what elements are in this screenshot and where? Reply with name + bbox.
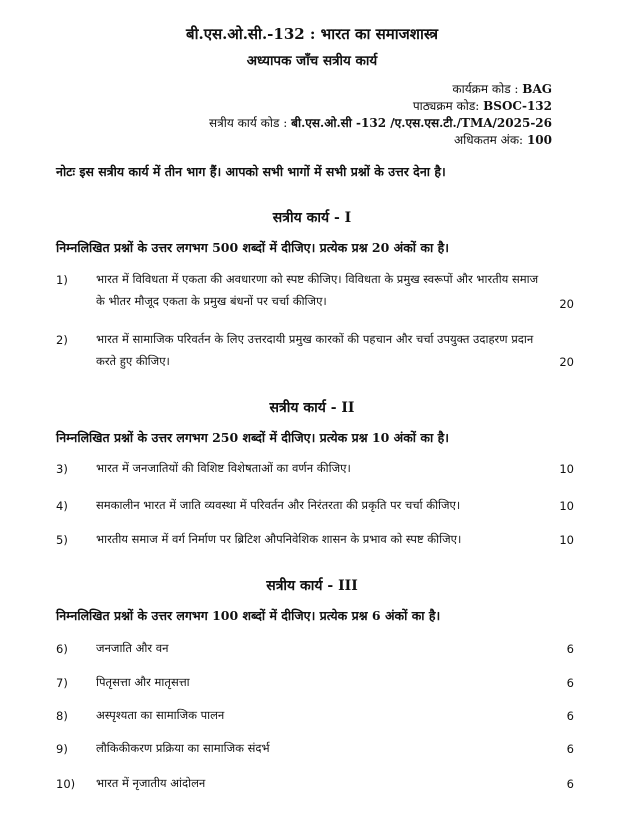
course-code <box>413 98 552 115</box>
section-title-1: सत्रीय कार्य - I <box>272 210 352 226</box>
question-number: 8) <box>56 709 68 723</box>
question-marks: 20 <box>559 297 574 311</box>
max-marks-value: 100 <box>526 133 552 147</box>
course-title: बी.एस.ओ.सी.-132 : भारत का समाजशास्त्र <box>186 25 438 43</box>
section-title-3: सत्रीय कार्य - III <box>266 578 358 594</box>
question-marks: 10 <box>559 499 574 513</box>
section-instruction-2: निम्नलिखित प्रश्नों के उत्तर लगभग 250 शब्दों में दीजिए। प्रत्येक प्रश्न 10 अंकों का है। <box>56 430 449 445</box>
question-text: भारतीय समाज में वर्ग निर्माण पर ब्रिटिश औपनिवेशिक शासन के प्रभाव को स्पष्ट कीजिए। <box>96 532 462 546</box>
question-number: 10) <box>56 777 76 791</box>
question-marks: 6 <box>566 742 574 756</box>
question-number: 2) <box>56 333 68 347</box>
question-marks: 6 <box>566 642 574 656</box>
max-marks <box>454 132 552 149</box>
question-number: 7) <box>56 676 68 690</box>
question-text: लौकिकीकरण प्रक्रिया का सामाजिक संदर्भ <box>96 741 270 755</box>
question-text: अस्पृश्यता का सामाजिक पालन <box>96 708 225 722</box>
course-code-value: BSOC-132 <box>483 99 552 113</box>
question-marks: 6 <box>566 709 574 723</box>
assignment-code <box>209 115 552 132</box>
course-code-label: पाठ्यक्रम कोड: <box>412 99 480 113</box>
question-number: 3) <box>56 462 68 476</box>
question-text: भारत में नृजातीय आंदोलन <box>96 776 206 790</box>
question-number: 5) <box>56 533 68 547</box>
question-marks: 6 <box>566 676 574 690</box>
question-marks: 20 <box>559 355 574 369</box>
assignment-title: अध्यापक जाँच सत्रीय कार्य <box>246 53 378 69</box>
programme-code-label: कार्यक्रम कोड : <box>452 82 519 96</box>
question-text: समकालीन भारत में जाति व्यवस्था में परिवर्तन और निरंतरता की प्रकृति पर चर्चा कीजिए। <box>96 498 461 512</box>
assignment-code-value: बी.एस.ओ.सी -132 /ए.एस.एस.टी./TMA/2025-26 <box>291 116 552 130</box>
section-title-2: सत्रीय कार्य - II <box>269 400 355 416</box>
question-marks: 6 <box>566 777 574 791</box>
question-number: 4) <box>56 499 68 513</box>
section-instruction-3: निम्नलिखित प्रश्नों के उत्तर लगभग 100 शब्दों में दीजिए। प्रत्येक प्रश्न 6 अंकों का है। <box>56 608 441 623</box>
assignment-code-label: सत्रीय कार्य कोड : <box>208 116 288 130</box>
question-number: 9) <box>56 742 68 756</box>
question-number: 1) <box>56 273 68 287</box>
question-text: जनजाति और वन <box>96 641 169 655</box>
question-marks: 10 <box>559 533 574 547</box>
question-text: भारत में विविधता में एकता की अवधारणा को स्पष्ट कीजिए। विविधता के प्रमुख स्वरूपों और भारतीय समाज के भीतर मौजूद एकता के प्रमुख बंधनों पर चर्चा कीजिए। <box>96 272 539 308</box>
section-instruction-1: निम्नलिखित प्रश्नों के उत्तर लगभग 500 शब्दों में दीजिए। प्रत्येक प्रश्न 20 अंकों का है। <box>56 240 449 255</box>
question-text: भारत में सामाजिक परिवर्तन के लिए उत्तरदायी प्रमुख कारकों की पहचान और चर्चा उपयुक्त उदाहरण प्रदान करते हुए कीजिए। <box>96 332 534 368</box>
max-marks-label: अधिकतम अंक: <box>453 133 524 147</box>
programme-code-value: BAG <box>522 82 552 96</box>
programme-code <box>452 81 552 98</box>
question-text: भारत में जनजातियों की विशिष्ट विशेषताओं का वर्णन कीजिए। <box>96 461 351 475</box>
note: नोटः इस सत्रीय कार्य में तीन भाग हैं। आपको सभी भागों में सभी प्रश्नों के उत्तर देना है। <box>56 164 446 179</box>
question-number: 6) <box>56 642 68 656</box>
question-marks: 10 <box>559 462 574 476</box>
question-text: पितृसत्ता और मातृसत्ता <box>96 675 190 689</box>
